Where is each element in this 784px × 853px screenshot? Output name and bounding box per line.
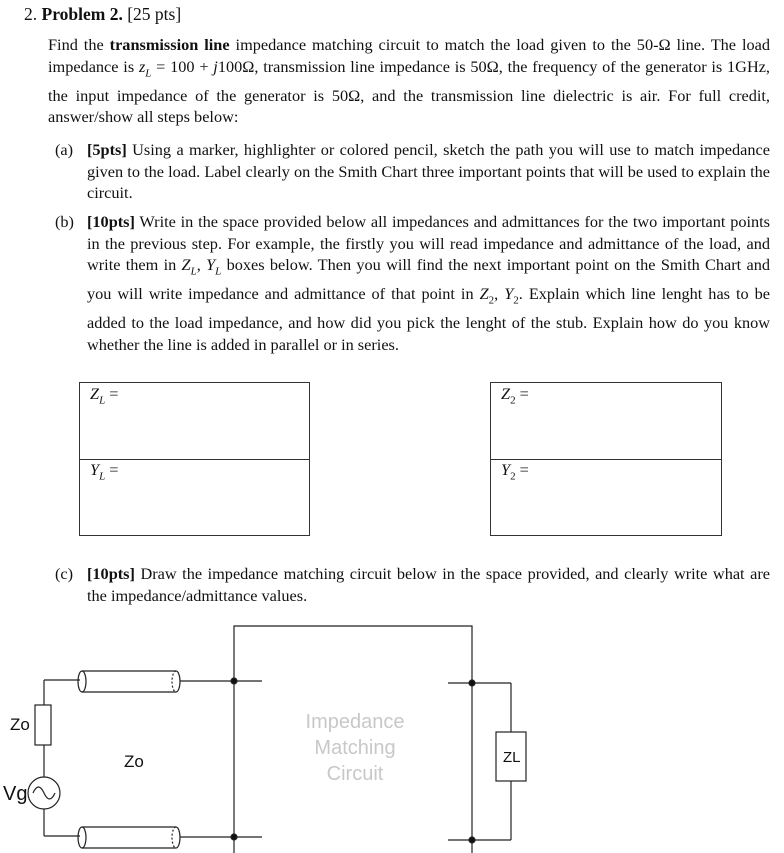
zo-line-label: Zo [124,752,144,771]
coax-line-bottom [78,827,180,848]
part-b-text: [10pts] Write in the space provided below all impedances and admittances for the two important points in the previous step. For example, the firstly you will read impedance and admittance of the load, and write them in $Z_L$, $Y_L$ boxes below. Then you will find the next important point on the Smith Chart and you will write impedance and admittance of that point in $Z_2$, $Y_2$. Explain which line lenght has to be added to the load impedance, and how did you pick the lenght of the stub. Explain how do you know whether the line is added in parallel or in series. [87,212,771,355]
coax-line-top [78,671,180,692]
yl-label: $Y_L$ = [90,460,119,483]
zl-label: $Z_L$ = [90,384,119,407]
part-b-label: (b) [55,212,74,231]
zl-load-label: ZL [503,749,521,766]
block-label-3: Circuit [326,763,384,785]
part-c-label: (c) [55,564,74,583]
part-a-label: (a) [55,140,74,159]
block-label-2: Matching [314,737,396,759]
zo-resistor-label: Zo [10,715,30,734]
problem-heading: 2. Problem 2. [25 pts] [24,4,182,24]
vg-label: Vg [3,783,28,805]
generator-resistor [35,705,51,745]
part-a-text: [5pts] Using a marker, highlighter or colored pencil, sketch the path you will use to match impedance given to the load. Label clearly on the Smith Chart three important points that will be used to explain the circuit. [87,140,770,203]
part-c-text: [10pts] Draw the impedance matching circuit below in the space provided, and clearly write what are the impedance/admittance values. [87,564,770,605]
z2-label: $Z_2$ = [501,384,529,407]
block-label-1: Impedance [305,711,405,733]
problem-intro: Find the transmission line impedance matching circuit to match the load given to the 50-Ω line. The load impedance is $z_L = 100 + j100\Omega$, transmission line impedance is 50Ω, the frequency of the generator is 1GHz, the input impedance of the generator is 50Ω, and the transmission line dielectric is air. For full credit, answer/show all steps below: [48,35,770,127]
y2-label: $Y_2$ = [501,460,529,483]
